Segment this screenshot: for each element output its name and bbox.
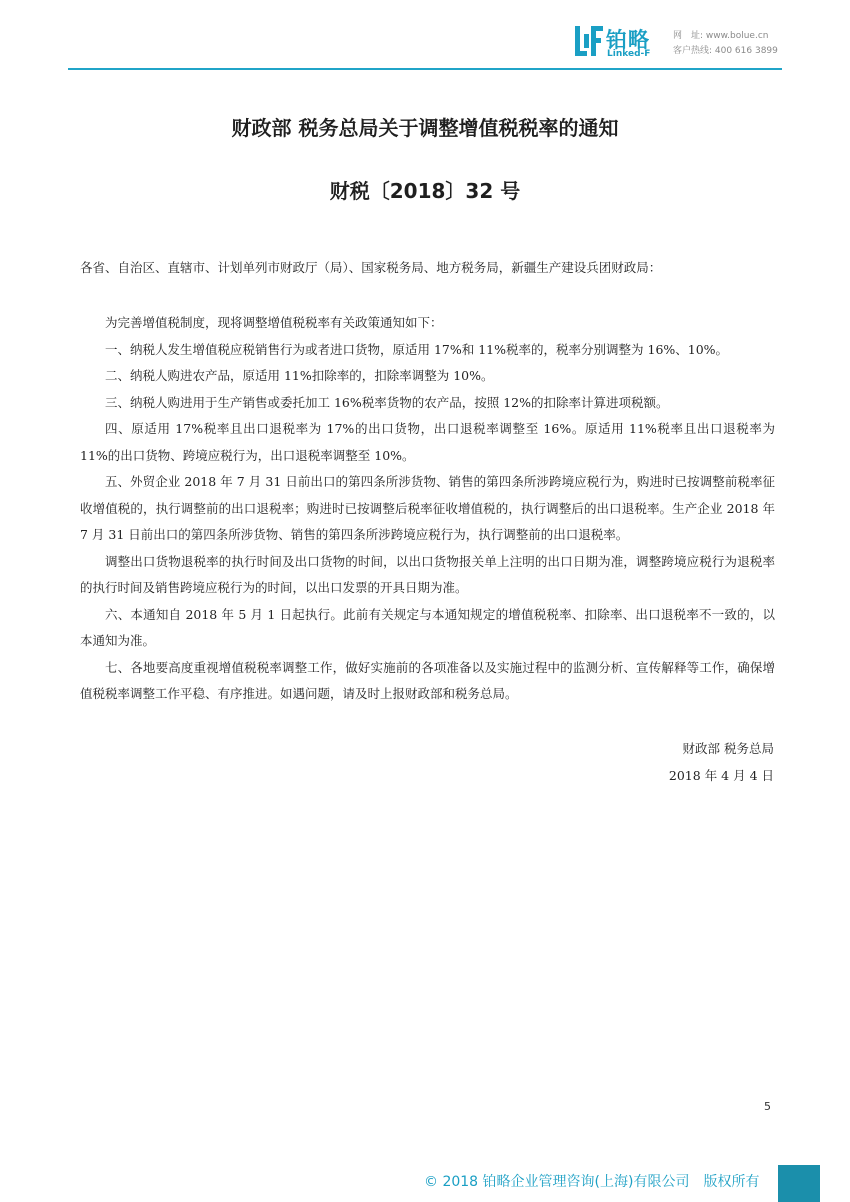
document-number: 财税〔2018〕32 号 (329, 179, 521, 203)
paragraph: 三、纳税人购进用于生产销售或委托加工 16%税率货物的农产品，按照 12%的扣除率计算进项税额。 (105, 394, 669, 410)
document-title: 财政部 税务总局关于调整增值税税率的通知 (231, 116, 619, 140)
logo-name: 铂略 (606, 28, 650, 52)
paragraph: 调整出口货物退税率的执行时间及出口货物的时间，以出口货物报关单上注明的出口日期为准，调整跨境应税行为退税率的执行时间及销售跨境应税行为的时间，以出口发票的开具日期为准。 (80, 553, 775, 595)
page-number: 5 (764, 1100, 771, 1113)
hotline-text: 客户热线: 400 616 3899 (673, 46, 778, 56)
footer-accent-block (778, 1165, 820, 1202)
paragraph: 七、各地要高度重视增值税税率调整工作，做好实施前的各项准备以及实施过程中的监测分析、宣传解释等工作，确保增值税税率调整工作平稳、有序推进。如遇问题，请及时上报财政部和税务总局。 (80, 659, 775, 701)
paragraph: 为完善增值税制度，现将调整增值税税率有关政策通知如下： (105, 315, 443, 330)
paragraph: 四、原适用 17%税率且出口退税率为 17%的出口货物，出口退税率调整至 16%。原适用 11%税率且出口退税率为 11%的出口货物、跨境应税行为，出口退税率调整至 10%。 (80, 421, 775, 463)
paragraph: 二、纳税人购进农产品，原适用 11%扣除率的，扣除率调整为 10%。 (105, 368, 494, 383)
logo-mark-icon (575, 26, 603, 56)
issue-date: 2018 年 4 月 4 日 (668, 768, 774, 783)
brand-logo (575, 24, 665, 62)
header-contact (673, 29, 778, 59)
footer-copyright: © 2018 铂略企业管理咨询(上海)有限公司 版权所有 (424, 1174, 760, 1190)
addressee: 各省、自治区、直辖市、计划单列市财政厅（局）、国家税务局、地方税务局，新疆生产建设兵团财政局： (80, 260, 662, 275)
paragraph: 五、外贸企业 2018 年 7 月 31 日前出口的第四条所涉货物、销售的第四条所涉跨境应税行为，购进时已按调整前税率征收增值税的，执行调整前的出口退税率；购进时已按调整后税率征收增值税的，执行调整后的出口退税率。生产企业 2018 年 7 月 31 日前出口的第四条所涉货物、销售的第四条所涉跨境应税行为，执行调整前的出口退税率。 (80, 474, 775, 542)
website-text: 网 址: www.bolue.cn (673, 31, 769, 41)
paragraph: 一、纳税人发生增值税应税销售行为或者进口货物，原适用 17%和 11%税率的，税率分别调整为 16%、10%。 (105, 341, 729, 357)
signatory: 财政部 税务总局 (682, 741, 774, 756)
paragraph: 六、本通知自 2018 年 5 月 1 日起执行。此前有关规定与本通知规定的增值税税率、扣除率、出口退税率不一致的，以本通知为准。 (80, 606, 775, 648)
logo-subtitle: Linked-F (607, 49, 651, 59)
header-divider (68, 68, 782, 70)
document-body (80, 310, 775, 708)
